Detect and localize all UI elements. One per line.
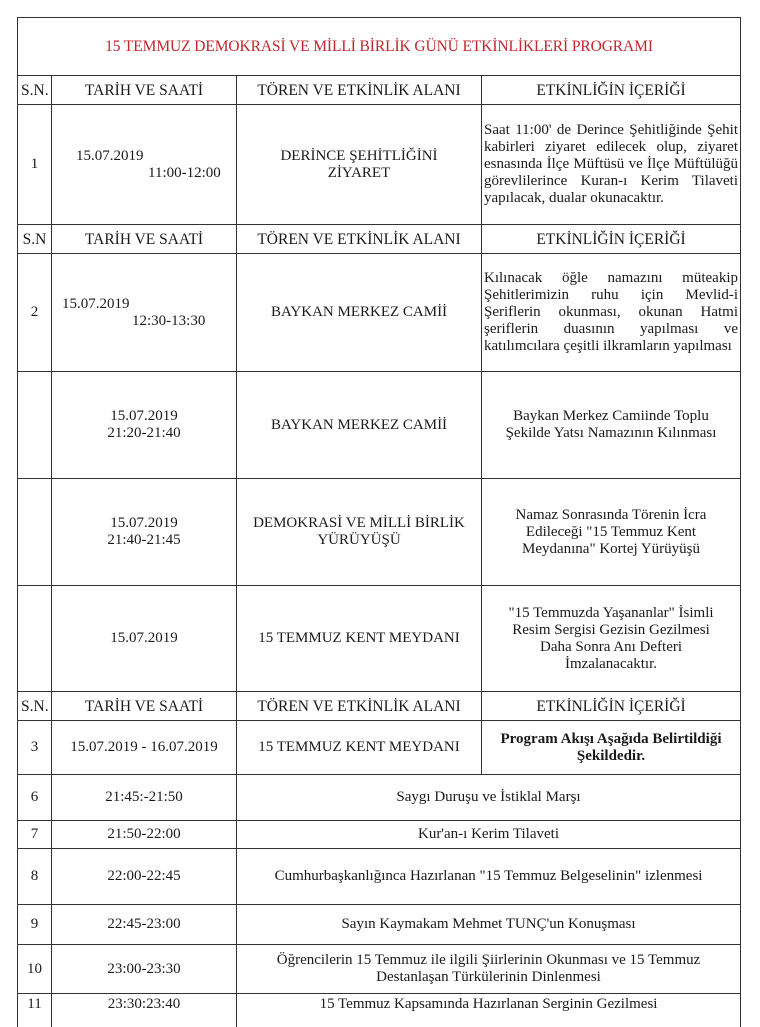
program-row [18,945,741,994]
row-datetime [52,105,237,225]
row-time: 12:30-13:30 [132,312,206,329]
row-content: Saat 11:00' de Derince Şehitliğinde Şehit kabirleri ziyaret edilecek olup, ziyaret esnasında İlçe Müftüsü ve İlçe Müftülüğü görevlilerince Kuran-ı Kerim Tilaveti yapılacak, dualar okunacaktır. [482,105,741,225]
program-row [18,849,741,905]
program-table [17,17,741,1027]
row-date: 15.07.2019 [110,408,178,424]
row-datetime [52,372,237,479]
program-activity: Sayın Kaymakam Mehmet TUNÇ'un Konuşması [237,905,741,945]
row-time: 11:00-12:00 [148,164,221,181]
table-row [18,105,741,225]
program-row [18,821,741,849]
row-place: BAYKAN MERKEZ CAMİİ [237,254,482,372]
header-row-3 [18,692,741,721]
header-sn: S.N [18,225,52,254]
table-row [18,254,741,372]
row-date: 15.07.2019 - 16.07.2019 [52,721,237,775]
row-sn: 3 [18,721,52,775]
header-sn: S.N. [18,692,52,721]
header-sn: S.N. [18,76,52,105]
program-activity: Cumhurbaşkanlığınca Hazırlanan "15 Temmuz Belgeselinin" izlenmesi [237,849,741,905]
row-datetime [52,254,237,372]
program-sn: 10 [18,945,52,994]
row-content: Kılınacak öğle namazını müteakip Şehitlerimizin ruhu için Mevlid-i Şeriflerin okunması, okunan Hatmi şeriflerin duasının yapılması ve katılımcılara çeşitli ilkramların yapılması [482,254,741,372]
program-sn: 11 [18,994,52,1027]
program-time: 23:00-23:30 [52,945,237,994]
row-datetime [52,586,237,692]
row-date: 15.07.2019 [110,630,178,646]
header-row-1 [18,76,741,105]
row-date: 15.07.2019 [62,295,130,312]
program-row [18,994,741,1027]
row-sn: 1 [18,105,52,225]
program-time: 21:50-22:00 [52,821,237,849]
program-activity: Öğrencilerin 15 Temmuz ile ilgili Şiirlerinin Okunması ve 15 Temmuz Destanlaşan Türkülerinin Dinlenmesi [237,945,741,994]
program-time: 22:00-22:45 [52,849,237,905]
program-sn: 6 [18,775,52,821]
header-content: ETKİNLİĞİN İÇERİĞİ [482,225,741,254]
header-content: ETKİNLİĞİN İÇERİĞİ [482,76,741,105]
row-content: Baykan Merkez Camiinde Toplu Şekilde Yatsı Namazının Kılınması [482,372,741,479]
program-time: 23:30:23:40 [52,994,237,1027]
row-sn [18,586,52,692]
document-title: 15 TEMMUZ DEMOKRASİ VE MİLLİ BİRLİK GÜNÜ ETKİNLİKLERİ PROGRAMI [18,18,741,76]
program-activity: Saygı Duruşu ve İstiklal Marşı [237,775,741,821]
program-document [17,17,740,1027]
row-sn [18,479,52,586]
header-row-2 [18,225,741,254]
header-place: TÖREN VE ETKİNLİK ALANI [237,692,482,721]
header-place: TÖREN VE ETKİNLİK ALANI [237,76,482,105]
header-place: TÖREN VE ETKİNLİK ALANI [237,225,482,254]
table-row [18,586,741,692]
row-sn [18,372,52,479]
header-date: TARİH VE SAATİ [52,76,237,105]
row-time: 21:40-21:45 [107,532,181,548]
program-sn: 8 [18,849,52,905]
title-row [18,18,741,76]
row-sn: 2 [18,254,52,372]
row-content: Namaz Sonrasında Törenin İcra Edileceği "15 Temmuz Kent Meydanına" Kortej Yürüyüşü [482,479,741,586]
header-date: TARİH VE SAATİ [52,225,237,254]
row-place: 15 TEMMUZ KENT MEYDANI [237,721,482,775]
program-sn: 9 [18,905,52,945]
table-row [18,479,741,586]
program-time: 21:45:-21:50 [52,775,237,821]
row-date: 15.07.2019 [76,147,144,164]
row-date: 15.07.2019 [110,515,178,531]
program-activity: 15 Temmuz Kapsamında Hazırlanan Serginin Gezilmesi [237,994,741,1027]
table-row [18,372,741,479]
row-place: DERİNCE ŞEHİTLİĞİNİ ZİYARET [237,105,482,225]
row-place: 15 TEMMUZ KENT MEYDANI [237,586,482,692]
program-row [18,905,741,945]
row-place: BAYKAN MERKEZ CAMİİ [237,372,482,479]
row-content: "15 Temmuzda Yaşananlar" İsimli Resim Sergisi Gezisin Gezilmesi Daha Sonra Anı Defteri İmzalanacaktır. [482,586,741,692]
header-date: TARİH VE SAATİ [52,692,237,721]
program-activity: Kur'an-ı Kerim Tilaveti [237,821,741,849]
row-time: 21:20-21:40 [107,425,181,441]
row-datetime [52,479,237,586]
program-row [18,775,741,821]
program-time: 22:45-23:00 [52,905,237,945]
table-row [18,721,741,775]
row-place: DEMOKRASİ VE MİLLİ BİRLİK YÜRÜYÜŞÜ [237,479,482,586]
row-content: Program Akışı Aşağıda Belirtildiği Şekildedir. [482,721,741,775]
header-content: ETKİNLİĞİN İÇERİĞİ [482,692,741,721]
program-sn: 7 [18,821,52,849]
